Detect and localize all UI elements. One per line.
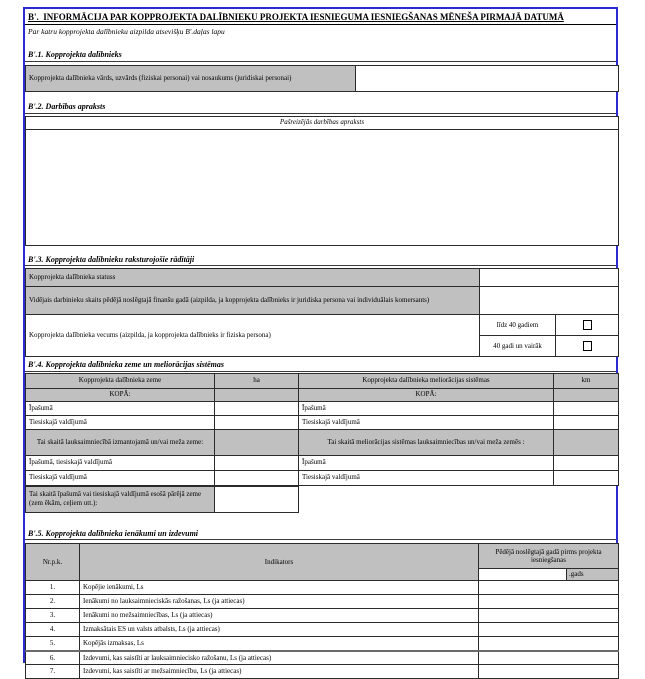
b4-other-land-table [25,486,299,513]
b4-row-tenure2-left-label: Tiesiskajā valdījumā [26,470,215,485]
age-under40-checkbox-icon[interactable] [583,320,592,330]
b4-row-incl-right-input[interactable] [554,429,619,455]
b5-row-nr: 5. [26,637,80,651]
b5-gads-label: .gads [567,569,619,581]
b4-row-total-left-label: KOPĀ: [26,388,215,401]
section-b2-heading: B'.2. Darbības apraksts [25,102,616,114]
b5-row-label: Ienākumi no mežsaimniecības, Ls (ja attiecas) [80,609,479,623]
b4-row-incl-left-input[interactable] [215,429,299,455]
b3-age-option-under40-cell[interactable] [556,315,619,336]
b5-row-7-input[interactable] [479,665,619,679]
b2-table-header: Pašreizējās darbības apraksts [26,116,619,129]
b3-age-label: Kopprojekta dalībnieka vecums (aizpilda, ja kopprojekta dalībnieks ir fiziska persona) [26,315,480,357]
b4-row-own-tenure-right-input[interactable] [554,455,619,470]
b5-row-label: Ienākumi no lauksaimnieciskās ražošanas, Ls (ja attiecas) [80,595,479,609]
b4-other-land-input[interactable] [215,486,299,512]
b5-row-4-input[interactable] [479,623,619,637]
b4-row-total-right-label: KOPĀ: [299,388,554,401]
b4-row-tenure2-left-input[interactable] [215,470,299,485]
b3-status-label: Kopprojekta dalībnieka statuss [26,269,480,287]
b5-row-nr: 3. [26,609,80,623]
b5-row-nr: 6. [26,651,80,665]
b4-row-total-left-input[interactable] [215,388,299,401]
b5-row-nr: 7. [26,665,80,679]
b3-status-input[interactable] [480,269,619,287]
b3-age-option-over40-label: 40 gadi un vairāk [480,336,556,357]
b4-row-own-tenure-right-label: Īpašumā [299,455,554,470]
b5-row-label: Izdevumi, kas saistīti ar lauksaimniecisko ražošanu, Ls (ja attiecas) [80,651,479,665]
b4-row-tenure2-right-input[interactable] [554,470,619,485]
b1-name-label: Kopprojekta dalībnieka vārds, uzvārds (fiziskai personai) vai nosaukums (juridiskai personai) [26,65,356,91]
b4-col-header-ha: ha [215,373,299,388]
b5-row-label: Kopējie ienākumi, Ls [80,581,479,595]
b4-row-own-tenure-left-input[interactable] [215,455,299,470]
b5-table [25,543,619,679]
b4-other-land-label: Tai skaitā īpašumā vai tiesiskajā valdījumā esošā pārējā zeme (zem ēkām, ceļiem utt.): [26,486,215,512]
b5-row-2-input[interactable] [479,595,619,609]
b4-col-header-melioration: Kopprojekta dalībnieka meliorācijas sistēmas [299,373,554,388]
b5-row-label: Izmaksātais ES un valsts atbalsts, Ls (ja attiecas) [80,623,479,637]
b5-row-1-input[interactable] [479,581,619,595]
b5-row-5-input[interactable] [479,637,619,651]
b4-row-incl-left-label: Tai skaitā lauksaimniecībā izmantojamā un/vai meža zeme: [26,429,215,455]
b4-col-header-land: Kopprojekta dalībnieka zeme [26,373,215,388]
b5-row-nr: 4. [26,623,80,637]
b4-row-own-tenure-left-label: Īpašumā, tiesiskajā valdījumā [26,455,215,470]
section-b4-heading: B'.4. Kopprojekta dalībnieka zeme un meliorācijas sistēmas [25,360,616,372]
b3-employees-input[interactable] [480,287,619,315]
b3-age-option-under40-label: līdz 40 gadiem [480,315,556,336]
b4-row-tenure-left-label: Tiesiskajā valdījumā [26,415,215,429]
b5-year-input[interactable] [479,569,567,581]
b4-row-tenure-right-input[interactable] [554,415,619,429]
b3-age-option-over40-cell[interactable] [556,336,619,357]
b3-table [25,268,619,357]
b5-row-nr: 2. [26,595,80,609]
b5-row-nr: 1. [26,581,80,595]
b4-row-ownership-left-label: Īpašumā [26,401,215,415]
section-b1-heading: B'.1. Kopprojekta dalībnieks [25,50,616,62]
b5-col-header-period: Pēdējā noslēgtajā gadā pirms projekta iesniegšanas [479,544,619,569]
b2-table [25,116,619,246]
b5-col-header-nr: Nr.p.k. [26,544,80,581]
form-page [23,7,618,676]
b1-table [25,65,619,92]
b5-row-6-input[interactable] [479,651,619,665]
section-b3-heading: B'.3. Kopprojekta dalībnieku raksturojošie rādītāji [25,255,616,267]
b4-row-ownership-right-label: Īpašumā [299,401,554,415]
b4-row-total-right-input[interactable] [554,388,619,401]
b4-row-tenure-right-label: Tiesiskajā valdījumā [299,415,554,429]
b3-employees-label: Vidējais darbinieku skaits pēdējā noslēgtajā finanšu gadā (aizpilda, ja kopprojekta dalībnieks ir juridiska persona vai individuālais komersants) [26,287,480,315]
b4-row-tenure-left-input[interactable] [215,415,299,429]
b4-col-header-km: km [554,373,619,388]
page-subtitle: Par katru kopprojekta dalībnieku aizpilda atsevišķu B'.daļas lapu [28,27,225,37]
b4-row-tenure2-right-label: Tiesiskajā valdījumā [299,470,554,485]
b5-row-label: Izdevumi, kas saistīti ar mežsaimniecību, Ls (ja attiecas) [80,665,479,679]
b5-row-3-input[interactable] [479,609,619,623]
b4-row-incl-right-label: Tai skaitā meliorācijas sistēmas lauksaimniecības un/vai meža zemēs : [299,429,554,455]
b2-description-input[interactable] [26,129,619,245]
section-b5-heading: B'.5. Kopprojekta dalībnieka ienākumi un izdevumi [25,529,616,541]
b4-table [25,373,619,486]
b4-row-ownership-right-input[interactable] [554,401,619,415]
b5-row-label: Kopējās izmaksas, Ls [80,637,479,651]
b4-row-ownership-left-input[interactable] [215,401,299,415]
page-title: B'. INFORMĀCIJA PAR KOPPROJEKTA DALĪBNIEKU PROJEKTA IESNIEGUMA IESNIEGŠANAS MĒNEŠA PIRMAJĀ DATUMĀ [25,11,616,25]
b5-col-header-indicator: Indikators [80,544,479,581]
b1-name-input[interactable] [356,65,619,91]
age-over40-checkbox-icon[interactable] [583,341,592,351]
